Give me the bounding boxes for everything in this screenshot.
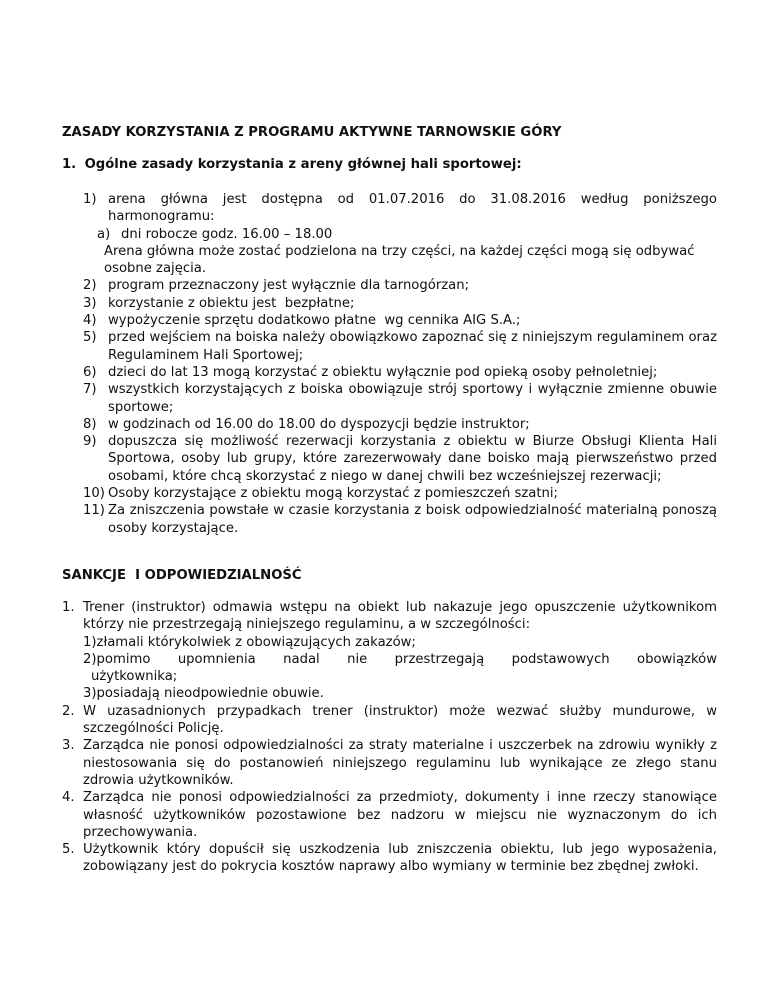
list-item [83, 416, 717, 433]
list-item-text: dzieci do lat 13 mogą korzystać z obiektu wyłącznie pod opieką osoby pełnoletniej; [108, 364, 658, 380]
list-item-number: 6) [83, 364, 97, 380]
list-item-text: Za zniszczenia powstałe w czasie korzystania z boisk odpowiedzialność materialną ponoszą osoby korzystające. [108, 503, 717, 536]
document-title: ZASADY KORZYSTANIA Z PROGRAMU AKTYWNE TARNOWSKIE GÓRY [62, 125, 562, 140]
list-item-text: wypożyczenie sprzętu dodatkowo płatne wg cennika AIG S.A.; [108, 313, 521, 329]
section-1-heading [62, 156, 722, 174]
list-item [83, 277, 717, 294]
list-item [83, 364, 717, 381]
sanctions-list [62, 599, 717, 876]
list-item-text: korzystanie z obiektu jest bezpłatne; [108, 295, 355, 311]
sanction-text: Użytkownik który dopuścił się uszkodzenia lub zniszczenia obiektu, lub jego wyposażenia, zobowiązany jest do pokrycia kosztów naprawy albo wymiany w terminie bez zbędnej zwłoki. [83, 842, 717, 875]
list-item-number: 11) [83, 503, 105, 519]
list-item [83, 485, 717, 502]
list-item [83, 329, 717, 364]
list-item-number: 3) [83, 295, 97, 311]
sanction-text: Zarządca nie ponosi odpowiedzialności za straty materialne i uszczerbek na zdrowiu wynikły z niestosowania się do postanowień niniejszego regulaminu lub wynikające ze złego stanu zdrowia użytkowników. [83, 738, 717, 788]
sanction-number: 2. [62, 703, 75, 719]
sanction-sub-text: pomimo upomnienia nadal nie przestrzegają podstawowych obowiązków [96, 651, 717, 667]
sanction-item [62, 599, 717, 703]
list-item-text: Osoby korzystające z obiektu mogą korzystać z pomieszczeń szatni; [108, 486, 559, 502]
list-item-number: 1) [83, 192, 97, 207]
list-item [83, 295, 717, 312]
sanction-sub-item [83, 634, 717, 651]
sub-item-letter: a) [97, 226, 111, 242]
list-item-number: 2) [83, 278, 97, 294]
sanction-sub-continuation: użytkownika; [91, 669, 178, 685]
list-item [83, 502, 717, 537]
sanction-number: 4. [62, 790, 75, 806]
list-item-number: 5) [83, 330, 97, 346]
sanction-item [62, 737, 717, 789]
list-item-text: przed wejściem na boiska należy obowiązkowo zapoznać się z niniejszym regulaminem oraz Regulaminem Hali Sportowej; [108, 330, 717, 363]
sanction-sub-item [83, 651, 717, 686]
list-item [83, 312, 717, 329]
sanctions-heading: SANKCJE I ODPOWIEDZIALNOŚĆ [62, 568, 302, 583]
list-item-text: program przeznaczony jest wyłącznie dla tarnogórzan; [108, 278, 470, 294]
sanction-text: Trener (instruktor) odmawia wstępu na obiekt lub nakazuje jego opuszczenie użytkownikom którzy nie przestrzegają niniejszego regulaminu, a w szczególności: [83, 600, 717, 633]
sanction-sub-number: 2) [83, 651, 97, 667]
list-item-number: 8) [83, 416, 97, 432]
sanction-number: 1. [62, 600, 75, 615]
sanction-sub-number: 3) [83, 686, 97, 702]
list-item-text: wszystkich korzystających z boiska obowiązuje strój sportowy i wyłącznie zmienne obuwie sportowe; [108, 382, 717, 415]
sanction-text: Zarządca nie ponosi odpowiedzialności za przedmioty, dokumenty i inne rzeczy stanowiące własność użytkowników pozostawione bez nadzoru w miejscu nie wyznaczonym do ich przechowywania. [83, 790, 717, 840]
sanction-sub-number: 1) [83, 634, 97, 650]
list-item-text: dopuszcza się możliwość rezerwacji korzystania z obiektu w Biurze Obsługi Klienta Hali Sportowa, osoby lub grupy, które zarezerwowały dane boisko mają pierwszeństwo przed osobami, które chcą skorzystać z niego w danej chwili bez wcześniejszej rezerwacji; [108, 434, 717, 484]
list-item-number: 9) [83, 434, 97, 450]
list-item-text: w godzinach od 16.00 do 18.00 do dyspozycji będzie instruktor; [108, 416, 530, 432]
sub-item-a [97, 226, 717, 243]
sanction-item [62, 841, 717, 876]
sanction-sub-text: złamali którykolwiek z obowiązujących zakazów; [96, 634, 416, 650]
list-item [83, 381, 717, 416]
sanction-text: W uzasadnionych przypadkach trener (instruktor) może wezwać służby mundurowe, w szczególności Policję. [83, 703, 717, 737]
sanction-number: 3. [62, 738, 75, 754]
list-item-number: 7) [83, 382, 97, 398]
sanction-item [62, 703, 717, 738]
list-item [83, 433, 717, 485]
sanction-sub-item [83, 685, 717, 702]
sanction-item [62, 789, 717, 841]
list-item-number: 10) [83, 486, 105, 502]
section-1-number: 1. [62, 157, 77, 172]
rules-list [83, 191, 717, 537]
list-item [83, 191, 717, 277]
list-item-text: arena główna jest dostępna od 01.07.2016 do 31.08.2016 według poniższego harmonogramu: [108, 192, 717, 225]
arena-division-note: Arena główna może zostać podzielona na trzy części, na każdej części mogą się odbywać osobne zajęcia. [104, 243, 695, 277]
sanction-sub-text: posiadają nieodpowiednie obuwie. [96, 686, 324, 702]
list-item-number: 4) [83, 313, 97, 329]
sanction-number: 5. [62, 842, 75, 858]
section-1-heading-text: Ogólne zasady korzystania z areny głównej hali sportowej: [84, 157, 522, 172]
sub-item-text: dni robocze godz. 16.00 – 18.00 [121, 226, 333, 242]
